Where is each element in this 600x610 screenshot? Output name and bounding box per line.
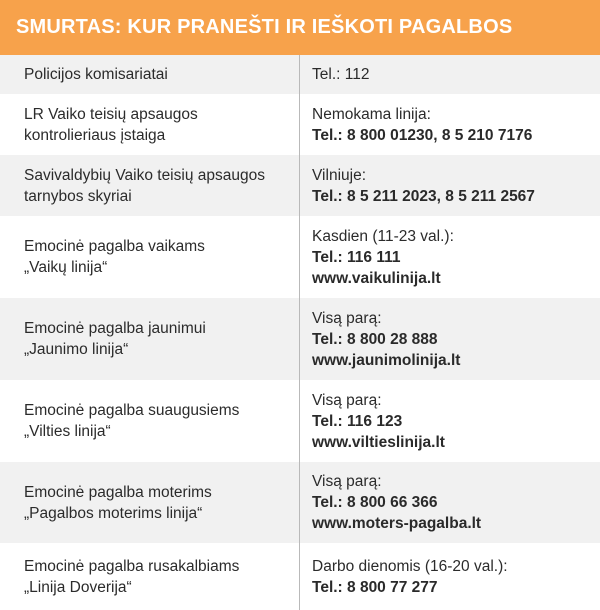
service-name-line: LR Vaiko teisių apsaugos: [24, 105, 198, 123]
contact-note: Visą parą:: [312, 309, 382, 327]
website-link[interactable]: www.moters-pagalba.lt: [312, 515, 482, 532]
table-row: [0, 55, 600, 94]
service-name-cell: [0, 94, 300, 155]
service-name-cell: [0, 380, 300, 462]
table-row: [0, 543, 600, 610]
phone-number: Tel.: 116 111: [312, 248, 401, 266]
service-name-line: „Linija Doverija“: [24, 578, 132, 596]
contact-note: Nemokama linija:: [312, 105, 431, 123]
phone-number: Tel.: 8 800 28 888: [312, 330, 438, 348]
phone-number: Tel.: 8 800 01230, 8 5 210 7176: [312, 126, 533, 144]
service-name-line: „Vaikų linija“: [24, 259, 108, 276]
phone-number: Tel.: 8 800 66 366: [312, 494, 438, 511]
service-name-line: „Vilties linija“: [24, 423, 111, 440]
contact-info-cell: [300, 55, 600, 94]
table-row: [0, 94, 600, 155]
table-row: [0, 216, 600, 298]
contact-note: Kasdien (11-23 val.):: [312, 227, 454, 245]
phone-number: Tel.: 8 800 77 277: [312, 578, 438, 596]
service-name-line: „Pagalbos moterims linija“: [24, 504, 203, 522]
contact-info-cell: [300, 94, 600, 155]
contact-note: Visą parą:: [312, 473, 382, 490]
service-name-cell: [0, 543, 300, 610]
service-name-cell: [0, 155, 300, 216]
service-name-line: „Jaunimo linija“: [24, 341, 129, 358]
service-name-line: Emocinė pagalba vaikams: [24, 238, 205, 255]
contact-info-cell: [300, 216, 600, 298]
service-name-line: Emocinė pagalba jaunimui: [24, 320, 206, 337]
table-header: [0, 0, 600, 55]
contact-info-cell: [300, 380, 600, 462]
phone-number: Tel.: 8 5 211 2023, 8 5 211 2567: [312, 187, 535, 205]
service-name-line: Emocinė pagalba moterims: [24, 483, 212, 501]
website-link[interactable]: www.viltieslinija.lt: [312, 433, 445, 451]
phone-number: Tel.: 112: [312, 66, 370, 83]
contact-note: Darbo dienomis (16-20 val.):: [312, 557, 508, 575]
table-row: [0, 155, 600, 216]
table-row: [0, 298, 600, 380]
service-name-line: tarnybos skyriai: [24, 187, 132, 205]
contact-note: Visą parą:: [312, 391, 382, 409]
contact-info-cell: [300, 462, 600, 543]
contact-info-cell: [300, 543, 600, 610]
service-name-cell: [0, 55, 300, 94]
table-title: SMURTAS: KUR PRANEŠTI IR IEŠKOTI PAGALBOS: [16, 16, 513, 38]
service-name-line: Savivaldybių Vaiko teisių apsaugos: [24, 166, 265, 184]
table-row: [0, 380, 600, 462]
website-link[interactable]: www.vaikulinija.lt: [312, 269, 441, 287]
service-name-cell: [0, 462, 300, 543]
service-name-line: kontrolieriaus įstaiga: [24, 126, 166, 144]
contact-info-cell: [300, 155, 600, 216]
contact-info-cell: [300, 298, 600, 380]
phone-number: Tel.: 116 123: [312, 412, 403, 430]
table-row: [0, 462, 600, 543]
service-name-line: Emocinė pagalba rusakalbiams: [24, 557, 240, 575]
service-name-line: Policijos komisariatai: [24, 66, 168, 83]
contact-note: Vilniuje:: [312, 166, 367, 184]
service-name-line: Emocinė pagalba suaugusiems: [24, 402, 240, 419]
service-name-cell: [0, 298, 300, 380]
website-link[interactable]: www.jaunimolinija.lt: [312, 351, 461, 369]
service-name-cell: [0, 216, 300, 298]
